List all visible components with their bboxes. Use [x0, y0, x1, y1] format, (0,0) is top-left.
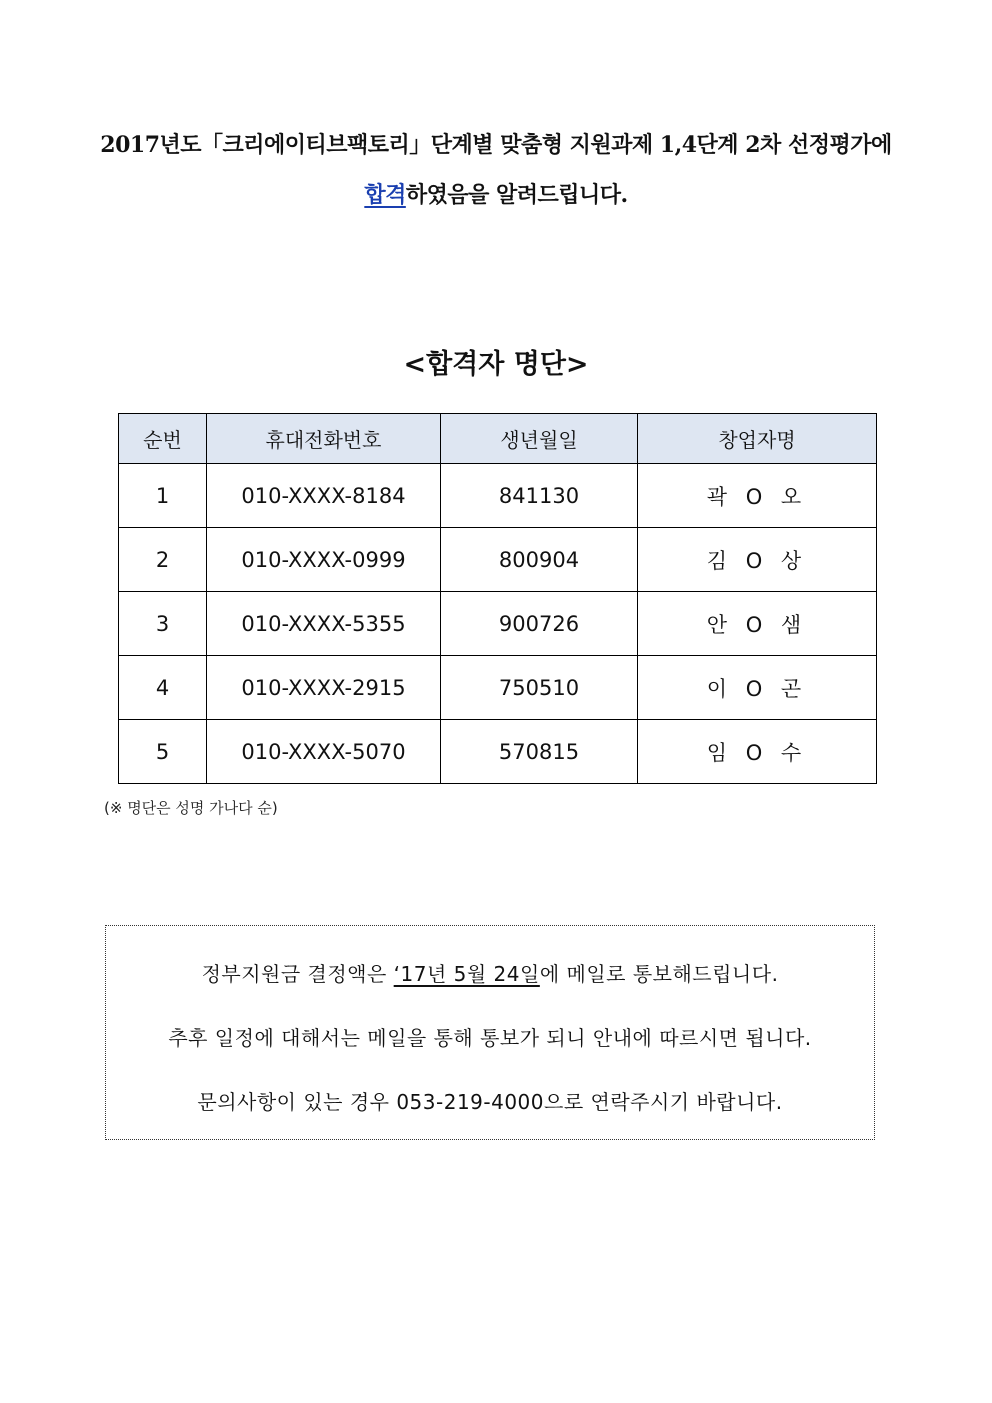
table-row	[119, 720, 877, 784]
cell-birthdate: 841130	[441, 464, 638, 528]
cell-no: 3	[119, 592, 207, 656]
intro-line-1: 2017년도「크리에이티브팩토리」단계별 맞춤형 지원과제 1,4단계 2차 선정평가에	[100, 132, 892, 158]
notice-line-3: 문의사항이 있는 경우 053-219-4000으로 연락주시기 바랍니다.	[197, 1090, 783, 1114]
cell-phone: 010-XXXX-5070	[207, 720, 441, 784]
cell-birthdate: 900726	[441, 592, 638, 656]
cell-phone: 010-XXXX-0999	[207, 528, 441, 592]
cell-birthdate: 750510	[441, 656, 638, 720]
header-phone: 휴대전화번호	[207, 414, 441, 464]
cell-name: 이 O 곤	[638, 656, 877, 720]
notice-line-2: 추후 일정에 대해서는 메일을 통해 통보가 되니 안내에 따르시면 됩니다.	[168, 1026, 812, 1050]
cell-birthdate: 570815	[441, 720, 638, 784]
cell-phone: 010-XXXX-8184	[207, 464, 441, 528]
notice-line-1-after: 에 메일로 통보해드립니다.	[539, 962, 779, 986]
notice-date: ‘17년 5월 24일	[393, 962, 540, 986]
cell-phone: 010-XXXX-5355	[207, 592, 441, 656]
cell-name: 김 O 상	[638, 528, 877, 592]
notice-box	[105, 925, 875, 1140]
header-no: 순번	[119, 414, 207, 464]
header-birthdate: 생년월일	[441, 414, 638, 464]
cell-name: 안 O 샘	[638, 592, 877, 656]
cell-birthdate: 800904	[441, 528, 638, 592]
cell-no: 5	[119, 720, 207, 784]
cell-no: 2	[119, 528, 207, 592]
notice-line-1-before: 정부지원금 결정액은	[201, 962, 394, 986]
roster-table	[118, 413, 877, 784]
list-title: <합격자 명단>	[403, 349, 589, 380]
cell-name: 곽 O 오	[638, 464, 877, 528]
sort-note: (※ 명단은 성명 가나다 순)	[104, 799, 278, 817]
header-name: 창업자명	[638, 414, 877, 464]
table-row	[119, 592, 877, 656]
cell-no: 4	[119, 656, 207, 720]
notice-line-1	[106, 958, 874, 987]
table-row	[119, 656, 877, 720]
cell-no: 1	[119, 464, 207, 528]
cell-phone: 010-XXXX-2915	[207, 656, 441, 720]
pass-highlight: 합격	[364, 182, 406, 208]
intro-line-2	[0, 178, 992, 209]
table-row	[119, 464, 877, 528]
intro-line-2-rest: 하였음을 알려드립니다.	[405, 182, 628, 208]
cell-name: 임 O 수	[638, 720, 877, 784]
table-row	[119, 528, 877, 592]
table-header-row	[119, 414, 877, 464]
